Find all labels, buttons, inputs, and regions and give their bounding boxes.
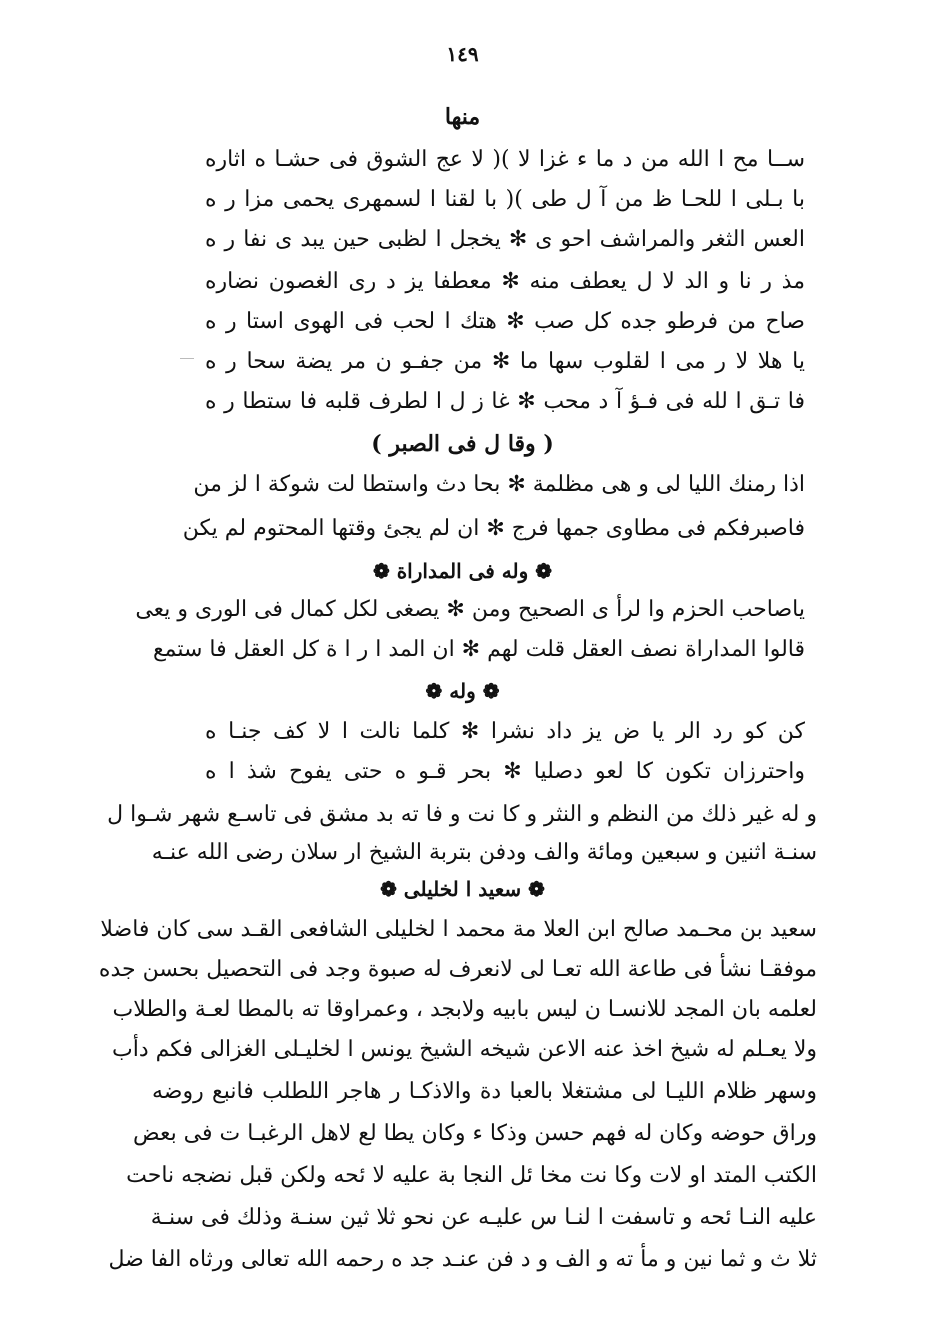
- section-heading-walahu: ❁ وله ❁: [425, 679, 500, 703]
- biography-line: الكتب المتد او لات وكا نت مخا ئل النجا بة عليه لا ئحه ولكن قبل نضجه ناحت: [126, 1163, 817, 1188]
- verse-line: مذ ر نا و الد لا ل يعطف منه ✻ معطفا يز د رى الغصون نضاره: [205, 269, 805, 294]
- verse-line: با بـلى ا للحـا ظ من آ ل طى )( با لقنا ا لسمهرى يحمى مزا ر ه: [205, 187, 805, 212]
- verse-line: واحترزان تكون كا لعو دصليا ✻ بحر قـو ه حتى يفوح شذ ا ه: [205, 759, 805, 784]
- verse-line: العس الثغر والمراشف احو ى ✻ يخجل ا لظبى حين يبد ى نفا ر ه: [205, 227, 805, 252]
- biography-line: ثلا ث و ثما نين و مأ ته و الف و د فن عنـد جد ه رحمه الله تعالى ورثاه الفا ضل: [108, 1247, 817, 1272]
- margin-mark: [180, 358, 194, 359]
- biography-line: موفقـا نشأ فى طاعة الله تعـا لى لانعرف له صبوة وجد فى التحصيل بحسن جده: [98, 957, 817, 982]
- biography-line: لعلمه بان المجد للانسـا ن ليس بابيه ولابجد ، وعمراوقا ته بالمطا لعـة والطلاب: [112, 997, 817, 1022]
- prose-line: و له غير ذلك من النظم و النثر و كا نت و فا ته بد مشق فى تاسـع شهر شـوا ل: [107, 802, 817, 827]
- verse-line: فاصبرفكم فى مطاوى جمها فرج ✻ ان لم يجئ وقتها المحتوم لم يكن: [182, 516, 805, 541]
- verse-line: قالوا المداراة نصف العقل قلت لهم ✻ ان المد ا ر ا ة كل العقل فا ستمع: [152, 637, 805, 662]
- prose-line: سنـة اثنين و سبعين ومائة والف ودفن بتربة الشيخ ار سلان رضى الله عنـه: [151, 840, 817, 865]
- verse-line: ياصاحب الحزم وا لرأ ى الصحيح ومن ✻ يصغى لكل كمال فى الورى و يعى: [135, 597, 805, 622]
- verse-line: اذا رمنك الليا لى و هى مظلمة ✻ بحا دث واستطا لت شوكة ا لز من: [193, 472, 805, 497]
- biography-line: ولا يعـلم له شيخ اخذ عنه الاعن شيخه الشيخ يونس ا لخليـلى الغزالى فكم دأب: [112, 1037, 817, 1062]
- section-heading-sabr: ( وقا ل فى الصبر ): [371, 431, 554, 457]
- biography-heading: ❁ سعيد ا لخليلى ❁: [380, 877, 545, 901]
- biography-line: عليه النـا ئحه و تاسفت ا لنـا س عليـه عن نحو ثلا ثين سنـة وذلك فى سنـة: [150, 1205, 817, 1230]
- verse-line: يا هلا لا ر مى ا لقلوب سها ما ✻ من جفـو ن مر يضة سحا ر ه: [205, 349, 805, 374]
- verse-line: ســا مح ا الله من د ما ء غزا لا )( لا عج الشوق فى حشـا ه اثاره: [205, 147, 806, 172]
- page-number: ١٤٩: [446, 42, 479, 66]
- verse-line: كن كو رد الر يا ض يز داد نشرا ✻ كلما نالت ا لا كف جنـا ه: [205, 719, 805, 744]
- section-heading-minha: منها: [444, 104, 481, 130]
- verse-line: صاح من فرطو جده كل صب ✻ هتك ا لحب فى الهوى استا ر ه: [205, 309, 805, 334]
- section-heading-mudarat: ❁ وله فى المداراة ❁: [372, 559, 553, 583]
- biography-line: وراق حوضه وكان له فهم حسن وذكا ء وكان يطا لع لاهل الرغبـا ت فى بعض: [133, 1121, 817, 1146]
- biography-line: وسهر ظلام الليـا لى مشتغلا بالعبا دة والاذكـا ر هاجر اللطلب فانبع روضه: [152, 1079, 817, 1104]
- verse-line: فا تـق ا لله فى فـؤ آ د محب ✻ غا ز ل ا لطرف قلبه فا ستطا ر ه: [205, 389, 805, 414]
- biography-line: سعيد بن محـمد صالح ابن العلا مة محمد ا لخليلى الشافعى القـد سى كان فاضلا: [100, 917, 817, 942]
